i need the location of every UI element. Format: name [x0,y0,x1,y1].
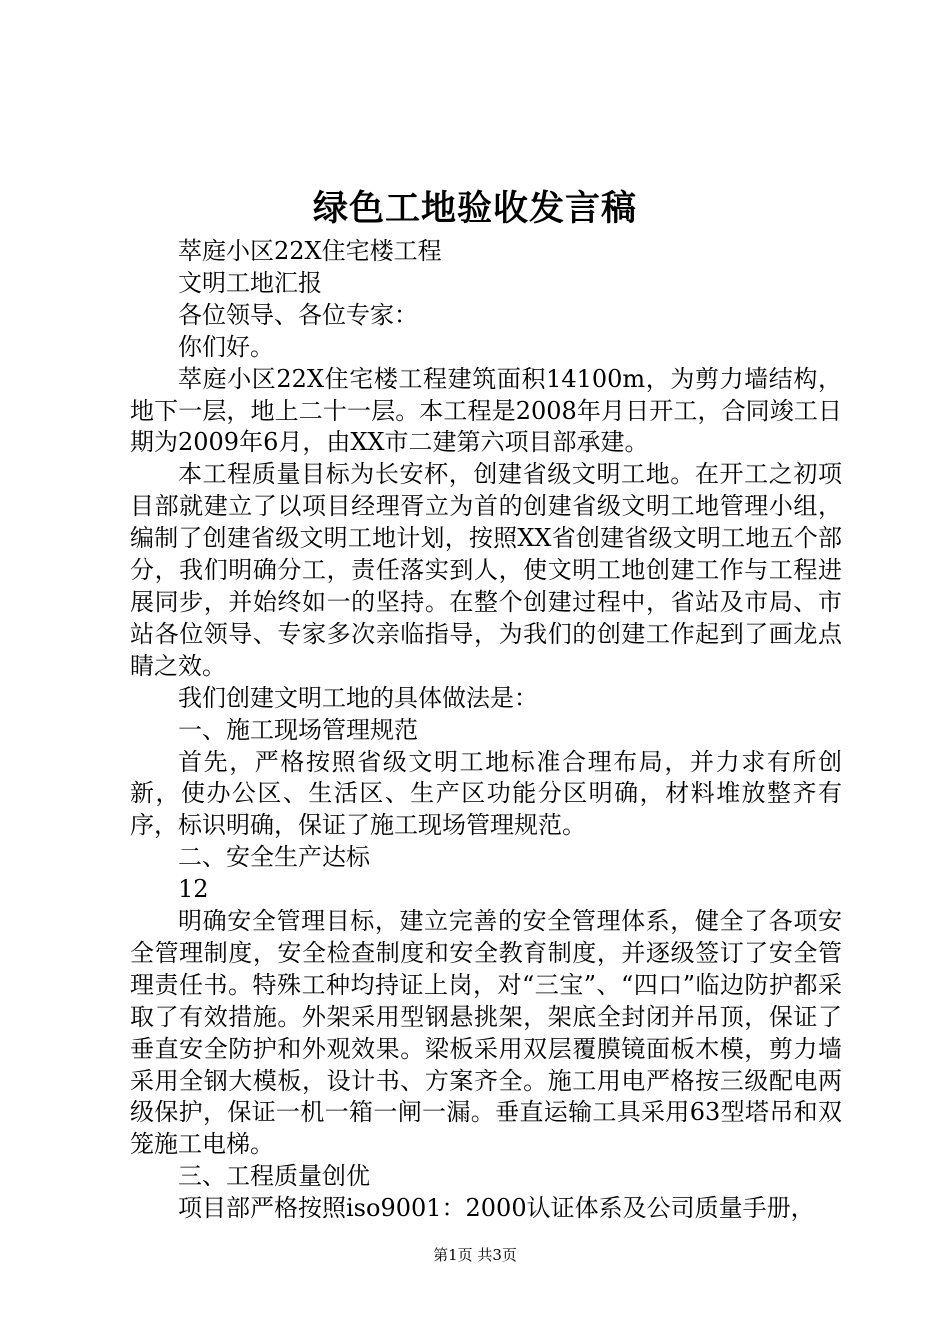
paragraph: 项目部严格按照iso9001：2000认证体系及公司质量手册， [178,1194,815,1223]
paragraph: 12 [178,875,209,904]
section-heading: 二、安全生产达标 [178,843,370,872]
page-footer: 第1页 共3页 [433,1246,517,1264]
paragraph: 明确安全管理目标，建立完善的安全管理体系，健全了各项安全管理制度，安全检查制度和安全教育制度，并逐级签订了安全管理责任书。特殊工种均持证上岗，对“三宝”、“四口”临边防护都采取了有效措施。外架采用型钢悬挑架，架底全封闭并吊顶，保证了垂直安全防护和外观效果。梁板采用双层覆膜镜面板木模，剪力墙采用全钢大模板，设计书、方案齐全。施工用电严格按三级配电两级保护，保证一机一箱一闸一漏。垂直运输工具采用63型塔吊和双笼施工电梯。 [130,907,842,1159]
paragraph: 萃庭小区22X住宅楼工程 [178,237,442,265]
document-body [130,236,842,1225]
document-title: 绿色工地验收发言稿 [312,188,637,229]
paragraph: 首先，严格按照省级文明工地标准合理布局，并力求有所创新，使办公区、生活区、生产区功能分区明确，材料堆放整齐有序，标识明确，保证了施工现场管理规范。 [130,747,842,840]
paragraph: 文明工地汇报 [178,268,322,297]
paragraph: 我们创建文明工地的具体做法是： [178,683,538,712]
section-heading: 三、工程质量创优 [178,1162,370,1191]
section-heading: 一、施工现场管理规范 [178,715,418,744]
paragraph: 各位领导、各位专家： [178,300,418,329]
paragraph: 本工程质量目标为长安杯，创建省级文明工地。在开工之初项目部就建立了以项目经理胥立为首的创建省级文明工地管理小组，编制了创建省级文明工地计划，按照XX省创建省级文明工地五个部分，我们明确分工，责任落实到人，使文明工地创建工作与工程进展同步，并始终如一的坚持。在整个创建过程中，省站及市局、市站各位领导、专家多次亲临指导，为我们的创建工作起到了画龙点睛之效。 [130,460,842,680]
paragraph: 萃庭小区22X住宅楼工程建筑面积14100m，为剪力墙结构，地下一层，地上二十一层。本工程是2008年月日开工，合同竣工日期为2009年6月，由XX市二建第六项目部承建。 [130,364,842,457]
paragraph: 你们好。 [178,332,274,361]
